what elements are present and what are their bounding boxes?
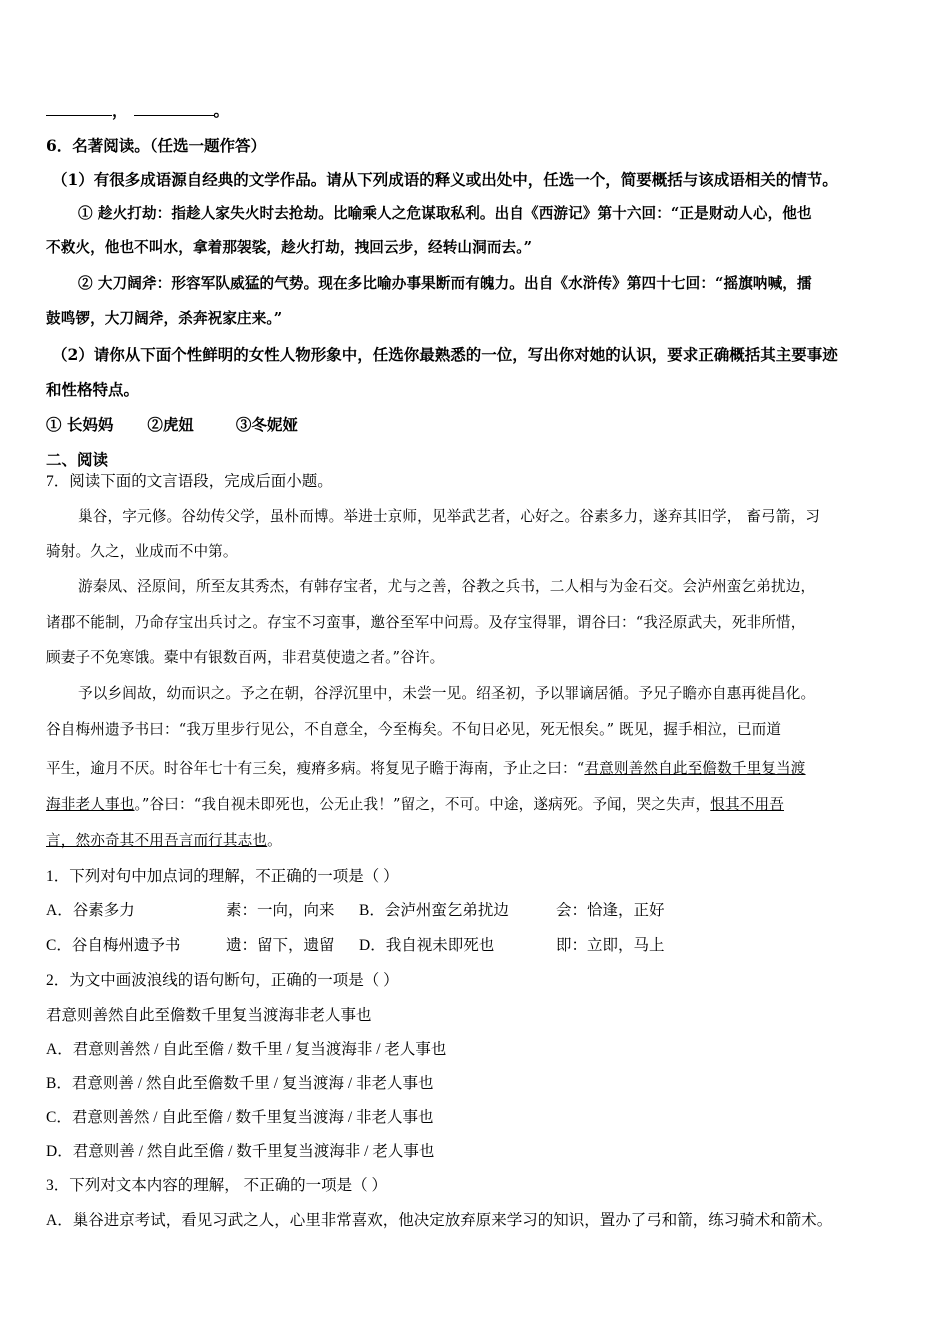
q6-options	[46, 415, 298, 435]
passage-p2-line2: 诸郡不能制，乃命存宝出兵讨之。存宝不习蛮事，邀谷至军中问焉。及存宝得罪，谓谷曰：“我泾原武夫，死非所惜，	[46, 614, 806, 631]
sub1-option-d[interactable]: D．我自视未即死也	[359, 937, 495, 954]
q6-idiom2-line2: 鼓鸣锣，大刀阔斧，杀奔祝家庄来。”	[46, 310, 283, 327]
q6-part2-line1: （2）请你从下面个性鲜明的女性人物形象中，任选你最熟悉的一位，写出你对她的认识，要求正确概括其主要事迹	[52, 345, 838, 364]
sub1-option-d-explanation: 即：立即，马上	[556, 937, 665, 954]
q6-part1-intro: （1）有很多成语源自经典的文学作品。请从下列成语的释义或出处中，任选一个，简要概括与该成语相关的情节。	[52, 170, 838, 189]
q7-intro: 7．阅读下面的文言语段，完成后面小题。	[46, 473, 333, 490]
passage-p1-line2: 骑射。久之，业成而不中第。	[46, 543, 238, 560]
sub2-option-c[interactable]: C．君意则善然 / 自此至儋 / 数千里复当渡海 / 非老人事也	[46, 1109, 434, 1126]
sub1-row-ab	[46, 901, 906, 923]
wavy-underlined-sentence-part1: 君意则善然自此至儋数千里复当渡	[584, 760, 806, 777]
sub2-sentence: 君意则善然自此至儋数千里复当渡海非老人事也	[46, 1007, 372, 1024]
wavy-underlined-sentence-part2: 海非老人事也	[46, 796, 135, 813]
passage-p3-line4	[46, 795, 784, 815]
passage-p2-line3: 顾妻子不免寒饿。橐中有银数百两，非君莫使遗之者。”谷许。	[46, 649, 445, 666]
sub1-option-b[interactable]: B．会泸州蛮乞弟扰边	[359, 902, 509, 919]
sub1-option-a-explanation: 素：一向，向来	[226, 902, 335, 919]
underlined-sentence-part1: 恨其不用吾	[710, 796, 785, 813]
sub1-option-c-explanation: 遗：留下，遗留	[226, 937, 335, 954]
q6-idiom1-line1: ① 趁火打劫：指趁人家失火时去抢劫。比喻乘人之危谋取私利。出自《西游记》第十六回：“正是财动人心，他也	[78, 205, 812, 222]
passage-p3-line1: 予以乡闾故，幼而识之。予之在朝，谷浮沉里中，未尝一见。绍圣初，予以罪谪居循。予兄子瞻亦自惠再徙昌化。	[78, 685, 816, 702]
passage-p3-line3	[46, 759, 806, 779]
passage-p3-line4-text: 。”谷曰：“我自视未即死也，公无止我！”留之，不可。中途，遂病死。予闻，哭之失声，	[134, 796, 711, 813]
q6-option-3: ③冬妮娅	[235, 415, 298, 434]
answer-blank-1[interactable]	[46, 101, 112, 116]
passage-p3-line5-end: 。	[267, 832, 282, 849]
passage-p2-line1: 游秦凤、泾原间，所至友其秀杰，有韩存宝者，尤与之善，谷教之兵书，二人相与为金石交。会泸州蛮乞弟扰边，	[78, 578, 816, 595]
sub2-option-d[interactable]: D．君意则善 / 然自此至儋 / 数千里复当渡海非 / 老人事也	[46, 1143, 435, 1160]
blank-period: 。	[213, 101, 230, 120]
section-title: 二、阅读	[46, 450, 109, 469]
sub3-option-a[interactable]: A．巢谷进京考试，看见习武之人，心里非常喜欢，他决定放弃原来学习的知识，置办了弓和箭，练习骑术和箭术。	[46, 1212, 833, 1229]
q6-part2-line2: 和性格特点。	[46, 380, 140, 399]
sub3-stem: 3．下列对文本内容的理解， 不正确的一项是（ ）	[46, 1177, 388, 1194]
sub1-option-c[interactable]: C．谷自梅州遗予书	[46, 937, 181, 954]
sub2-option-b[interactable]: B．君意则善 / 然自此至儋数千里 / 复当渡海 / 非老人事也	[46, 1075, 434, 1092]
passage-p3-line5	[46, 831, 282, 851]
passage-p3-line2: 谷自梅州遗予书曰：“我万里步行见公，不自意全，今至梅矣。不旬日必见，死无恨矣。” 既见，握手相泣，已而道	[46, 721, 782, 738]
answer-blank-2[interactable]	[134, 101, 214, 116]
sub2-option-a[interactable]: A．君意则善然 / 自此至儋 / 数千里 / 复当渡海非 / 老人事也	[46, 1041, 447, 1058]
q5-answer-blanks	[46, 101, 229, 121]
q6-heading: 6．名著阅读。（任选一题作答）	[46, 136, 267, 155]
q6-idiom2-line1: ② 大刀阔斧：形容军队威猛的气势。现在多比喻办事果断而有魄力。出自《水浒传》第四十七回：“摇旗呐喊，擂	[78, 275, 812, 292]
sub1-option-b-explanation: 会：恰逢，正好	[556, 902, 665, 919]
sub1-stem: 1．下列对句中加点词的理解，不正确的一项是（ ）	[46, 868, 399, 885]
q6-option-1: ① 长妈妈	[46, 415, 114, 434]
q6-idiom1-line2: 不救火，他也不叫水，拿着那袈裟，趁火打劫，拽回云步，经转山洞而去。”	[46, 239, 533, 256]
underlined-sentence-part2: 言，然亦奇其不用吾言而行其志也	[46, 832, 268, 849]
blank-comma: ，	[112, 101, 128, 120]
passage-p3-line3-text: 平生，逾月不厌。时谷年七十有三矣，瘦瘠多病。将复见子瞻于海南，予止之曰：“	[46, 760, 585, 777]
sub2-stem: 2．为文中画波浪线的语句断句，正确的一项是（ ）	[46, 972, 399, 989]
sub1-option-a[interactable]: A．谷素多力	[46, 902, 135, 919]
q6-option-2: ②虎妞	[147, 415, 194, 434]
sub1-row-cd	[46, 936, 906, 958]
passage-p1-line1: 巢谷，字元修。谷幼传父学，虽朴而博。举进士京师，见举武艺者，心好之。谷素多力，遂弃其旧学， 畜弓箭，习	[78, 508, 820, 525]
